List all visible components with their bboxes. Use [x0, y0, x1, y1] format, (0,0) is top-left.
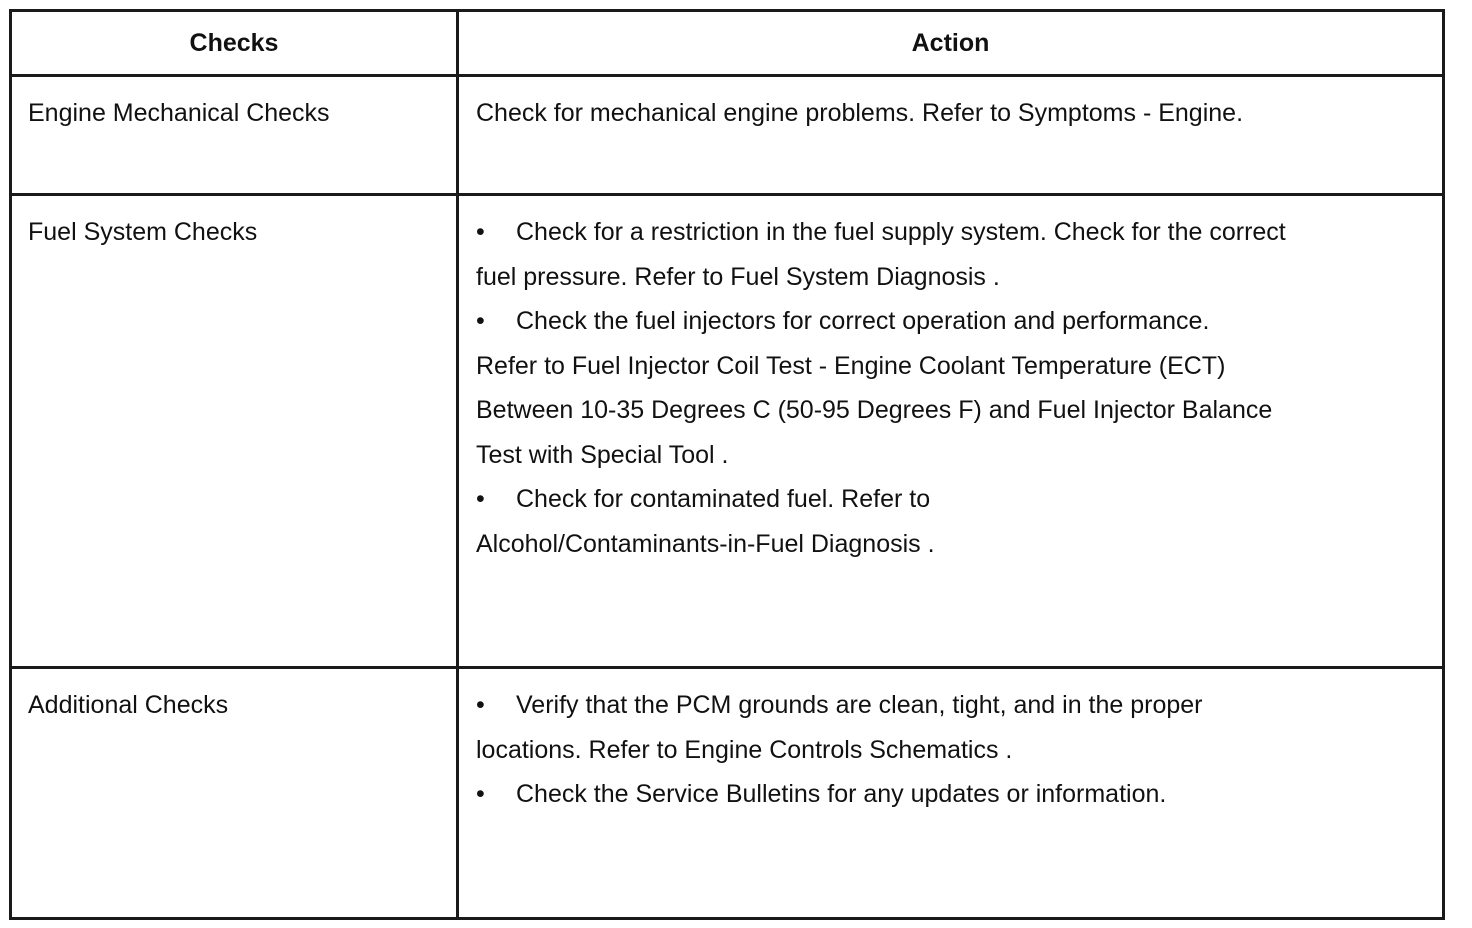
bullet-text: Verify that the PCM grounds are clean, tight, and in the proper — [516, 691, 1203, 719]
bullet-text: Check the fuel injectors for correct operation and performance. — [516, 307, 1210, 335]
table-row — [11, 76, 1444, 195]
table-row — [11, 668, 1444, 919]
action-cell — [458, 76, 1444, 195]
check-cell: Fuel System Checks — [11, 195, 458, 668]
continuation-line: Refer to Fuel Injector Coil Test - Engine Coolant Temperature (ECT) — [476, 351, 1226, 380]
continuation-line: Test with Special Tool . — [476, 440, 729, 469]
bullet-item — [476, 210, 1402, 255]
bullet-item — [476, 772, 1402, 817]
continuation-line: fuel pressure. Refer to Fuel System Diagnosis . — [476, 262, 1000, 291]
bullet-item — [476, 299, 1402, 344]
bullet-marker: • — [476, 307, 485, 335]
bullet-marker: • — [476, 485, 485, 513]
bullet-text: Check for contaminated fuel. Refer to — [516, 485, 931, 513]
continuation-line: Between 10-35 Degrees C (50-95 Degrees F) and Fuel Injector Balance — [476, 396, 1273, 424]
bullet-marker: • — [476, 218, 485, 246]
bullet-item — [476, 477, 1402, 522]
table-row — [11, 195, 1444, 668]
continuation-line: Alcohol/Contaminants-in-Fuel Diagnosis . — [476, 529, 935, 558]
column-header-action: Action — [458, 11, 1444, 76]
table-header-row — [11, 11, 1444, 76]
bullet-text: Check the Service Bulletins for any updates or information. — [516, 780, 1167, 808]
bullet-item — [476, 683, 1402, 728]
column-header-checks: Checks — [11, 11, 458, 76]
continuation-line: locations. Refer to Engine Controls Schematics . — [476, 735, 1013, 764]
action-cell — [458, 668, 1444, 919]
bullet-marker: • — [476, 780, 485, 808]
action-cell — [458, 195, 1444, 668]
check-cell: Engine Mechanical Checks — [11, 76, 458, 195]
checks-action-table — [9, 9, 1445, 920]
bullet-text: Check for a restriction in the fuel supply system. Check for the correct — [516, 218, 1286, 246]
bullet-marker: • — [476, 691, 485, 719]
action-text: Check for mechanical engine problems. Refer to Symptoms - Engine. — [476, 99, 1244, 127]
check-cell: Additional Checks — [11, 668, 458, 919]
